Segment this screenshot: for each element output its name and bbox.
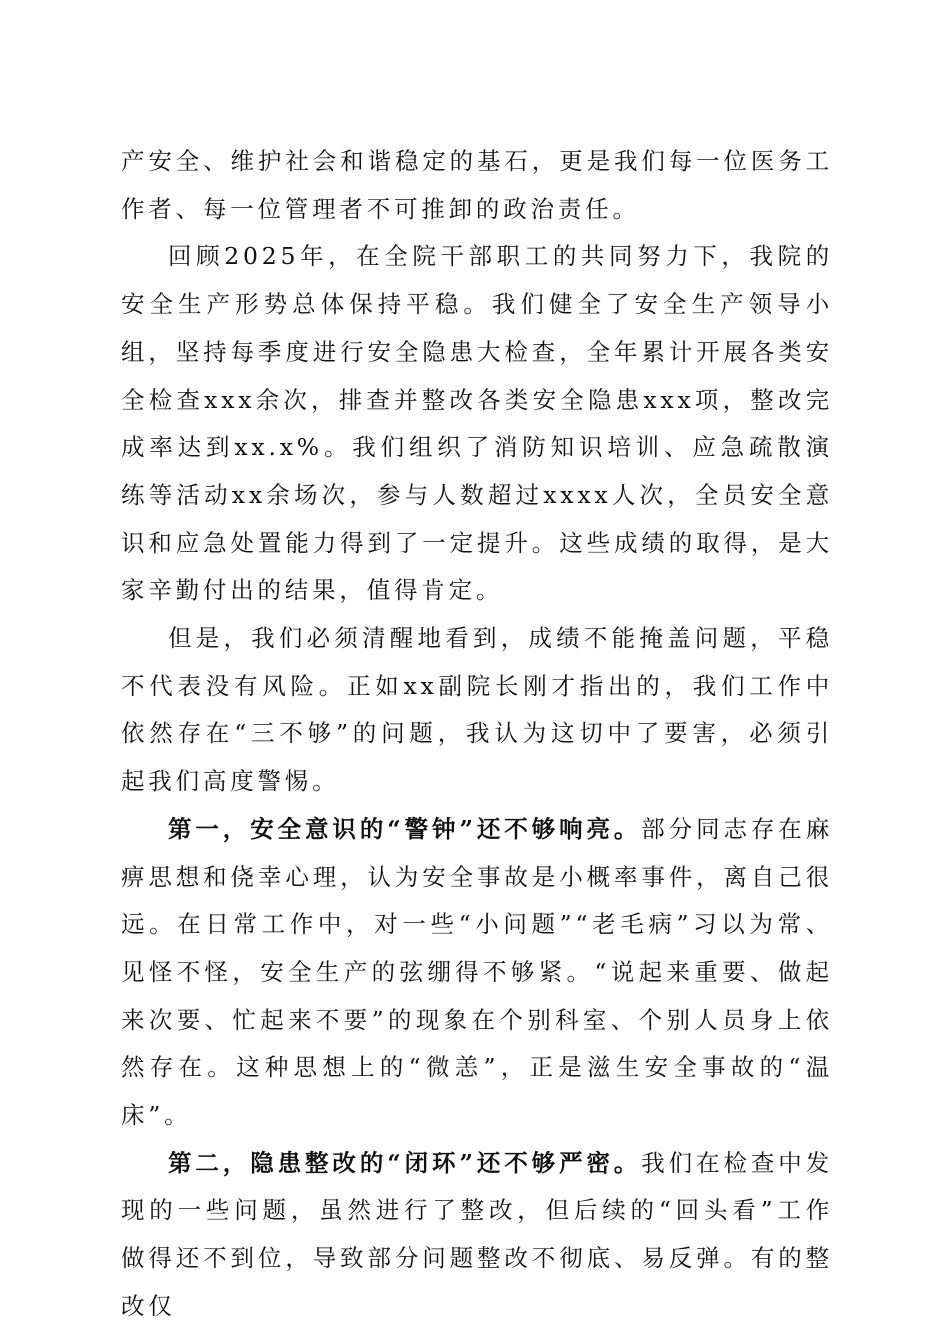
paragraph-text: 回顾2025年，在全院干部职工的共同努力下，我院的安全生产形势总体保持平稳。我们健全了安全生产领导小组，坚持每季度进行安全隐患大检查，全年累计开展各类安全检查xxx余次，排查并整改各类安全隐患xxx项，整改完成率达到xx.x%。我们组织了消防知识培训、应急疏散演练等活动xx余场次，参与人数超过xxxx人次，全员安全意识和应急处置能力得到了一定提升。这些成绩的取得，是大家辛勤付出的结果，值得肯定。 bbox=[121, 242, 833, 605]
paragraph-lead: 第一，安全意识的“警钟”还不够响亮。 bbox=[168, 814, 642, 843]
document-body bbox=[121, 138, 833, 1331]
paragraph-text: 但是，我们必须清醒地看到，成绩不能掩盖问题，平稳不代表没有风险。正如xx副院长刚才指出的，我们工作中依然存在“三不够”的问题，我认为这切中了要害，必须引起我们高度警惕。 bbox=[121, 624, 833, 796]
paragraph-review-2025 bbox=[121, 233, 833, 615]
paragraph-problems-intro bbox=[121, 615, 833, 806]
paragraph-lead: 第二，隐患整改的“闭环”还不够严密。 bbox=[168, 1148, 642, 1177]
paragraph-text: 产安全、维护社会和谐稳定的基石，更是我们每一位医务工作者、每一位管理者不可推卸的政治责任。 bbox=[121, 147, 833, 223]
paragraph-point-one bbox=[121, 806, 833, 1140]
paragraph-text: 我们在检查中发现的一些问题，虽然进行了整改，但后续的“回头看”工作做得还不到位，导致部分问题整改不彻底、易反弹。有的整改仅 bbox=[121, 1148, 833, 1320]
paragraph-text: 部分同志存在麻痹思想和侥幸心理，认为安全事故是小概率事件，离自己很远。在日常工作中，对一些“小问题”“老毛病”习以为常、见怪不怪，安全生产的弦绷得不够紧。“说起来重要、做起来次要、忙起来不要”的现象在个别科室、个别人员身上依然存在。这种思想上的“微恙”，正是滋生安全事故的“温床”。 bbox=[121, 814, 833, 1130]
paragraph-continuation bbox=[121, 138, 833, 233]
paragraph-point-two bbox=[121, 1140, 833, 1331]
